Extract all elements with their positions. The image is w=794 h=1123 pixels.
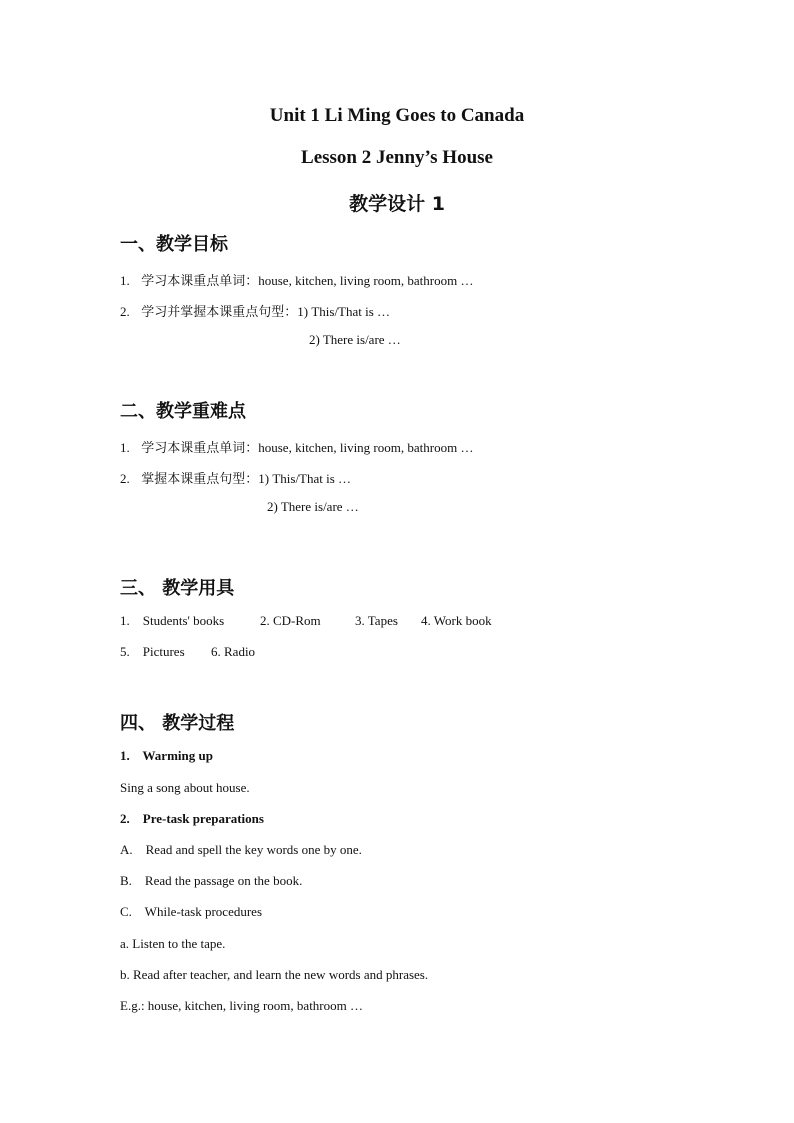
list-number: 1. [120, 273, 130, 288]
tool-item: 3. Tapes [355, 613, 398, 628]
key-points-item-2 [120, 468, 351, 487]
list-number: 2. [120, 471, 130, 486]
tool-item: 1. Students' books [120, 613, 225, 628]
tool-item: 4. Work book [421, 613, 492, 628]
objectives-item-2 [120, 301, 390, 320]
key-points-item-2-sub: 2) There is/are … [267, 499, 359, 514]
process-heading: 四、 教学过程 [120, 713, 235, 734]
list-text: 掌握本课重点句型：1) This/That is … [141, 471, 352, 486]
process-step-2: 2. Pre-task preparations [120, 811, 264, 826]
list-text: 学习本课重点单词：house, kitchen, living room, bathroom … [141, 440, 474, 455]
process-example: E.g.: house, kitchen, living room, bathroom … [120, 998, 363, 1013]
process-item-c: C. While-task procedures [120, 904, 262, 919]
tool-item: 6. Radio [211, 644, 256, 659]
objectives-item-2-sub: 2) There is/are … [309, 332, 401, 347]
list-text: 学习本课重点单词：house, kitchen, living room, bathroom … [141, 273, 474, 288]
process-step-1-text: Sing a song about house. [120, 780, 250, 795]
process-item-a: A. Read and spell the key words one by one. [120, 842, 362, 857]
tool-item: 2. CD-Rom [260, 613, 321, 628]
lesson-title: Lesson 2 Jenny’s House [301, 147, 493, 168]
list-number: 2. [120, 304, 130, 319]
key-points-item-1 [120, 437, 473, 456]
objectives-heading: 一、教学目标 [120, 234, 228, 255]
tool-item: 5. Pictures [120, 644, 185, 659]
tools-heading: 三、 教学用具 [120, 578, 235, 599]
process-step-1: 1. Warming up [120, 748, 213, 763]
process-sub-a: a. Listen to the tape. [120, 936, 226, 951]
process-sub-b: b. Read after teacher, and learn the new words and phrases. [120, 967, 429, 982]
process-item-b: B. Read the passage on the book. [120, 873, 303, 888]
list-text: 学习并掌握本课重点句型：1) This/That is … [141, 304, 391, 319]
objectives-item-1 [120, 270, 473, 289]
key-points-heading: 二、教学重难点 [120, 401, 246, 422]
design-title: 教学设计 1 [349, 193, 445, 215]
list-number: 1. [120, 440, 130, 455]
unit-title: Unit 1 Li Ming Goes to Canada [269, 105, 525, 126]
